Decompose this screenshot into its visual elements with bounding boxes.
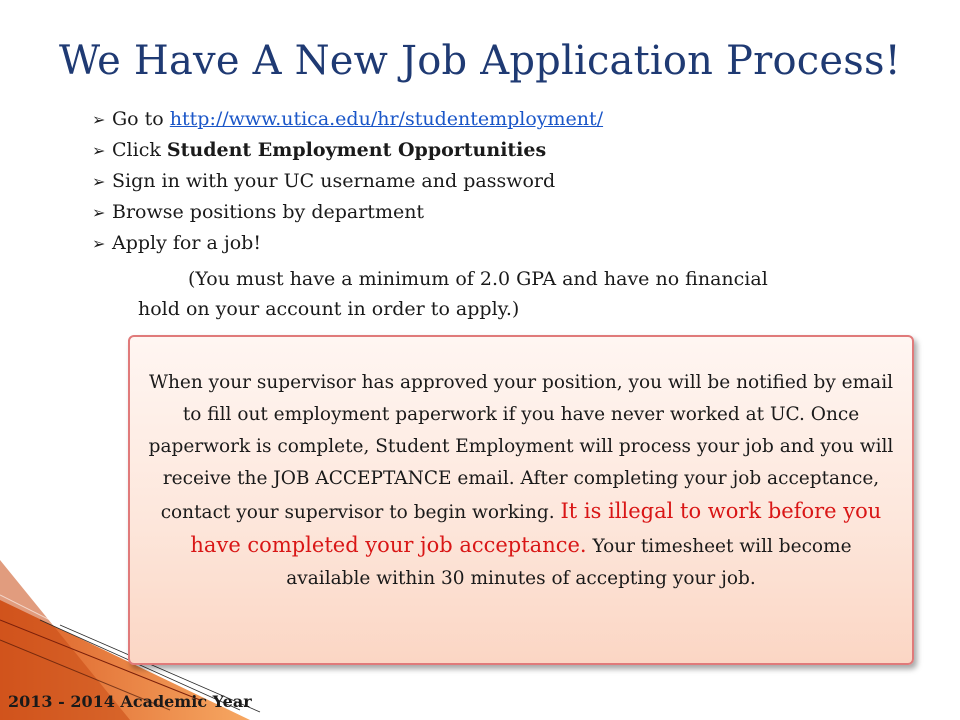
- step-text: Go to: [112, 108, 170, 130]
- box-text-before: When your supervisor has approved your position, you will be notified by email to fill out employment paperwork if you have never worked at UC. Once paperwork is complete, Student Employment will process your job and you will receive the JOB ACCEPTANCE email. After completing your job acceptance, contact your supervisor to begin working.: [148, 372, 894, 523]
- step-text: Browse positions by department: [112, 201, 425, 223]
- list-item: [92, 166, 920, 197]
- list-item: [92, 228, 920, 259]
- list-item: [92, 197, 920, 228]
- list-item: [92, 135, 920, 166]
- arrow-bullet-icon: ➢: [92, 234, 106, 253]
- box-text-after: Your timesheet will become available within 30 minutes of accepting your job.: [286, 536, 852, 589]
- academic-year-footer: 2013 - 2014 Academic Year: [8, 692, 252, 711]
- arrow-bullet-icon: ➢: [92, 141, 106, 160]
- list-item: [92, 104, 920, 135]
- step-emphasis: Student Employment Opportunities: [166, 139, 547, 161]
- page-title: We Have A New Job Application Process!: [59, 38, 901, 84]
- application-steps: [92, 104, 920, 259]
- arrow-bullet-icon: ➢: [92, 203, 106, 222]
- student-employment-link[interactable]: http://www.utica.edu/hr/studentemployment/: [169, 108, 604, 130]
- illegal-work-warning: It is illegal to work before you have completed your job acceptance.: [190, 499, 882, 557]
- note-line-1: (You must have a minimum of 2.0 GPA and have no financial: [188, 268, 768, 290]
- step-text: Click: [112, 139, 167, 161]
- step-text: Sign in with your UC username and password: [112, 170, 556, 192]
- note-line-2: hold on your account in order to apply.): [138, 298, 520, 320]
- arrow-bullet-icon: ➢: [92, 110, 106, 129]
- eligibility-note: [138, 264, 898, 324]
- step-text: Apply for a job!: [112, 232, 261, 254]
- acceptance-info-box: [128, 335, 914, 665]
- arrow-bullet-icon: ➢: [92, 172, 106, 191]
